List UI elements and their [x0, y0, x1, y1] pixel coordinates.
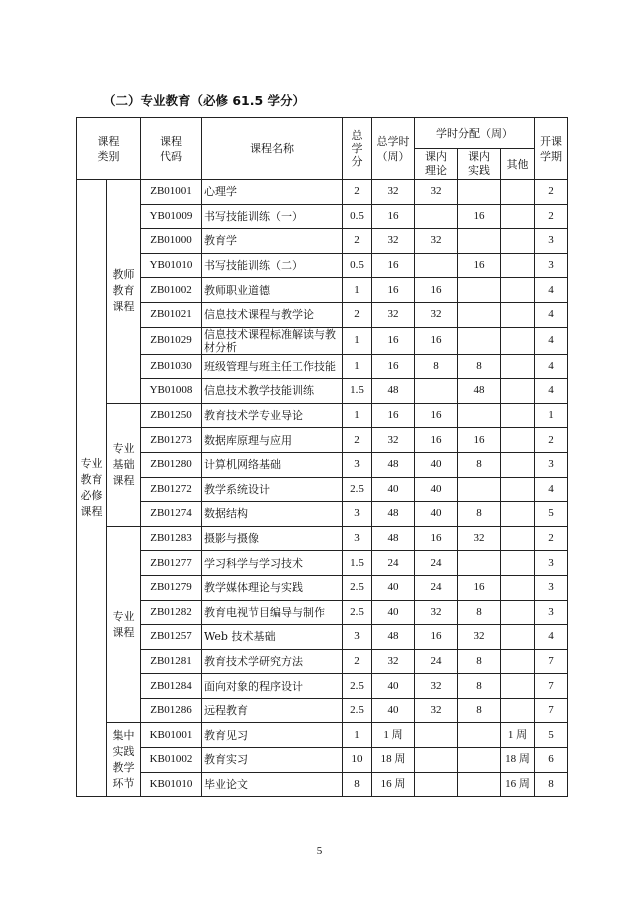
cell-practice — [458, 180, 501, 205]
cell-name: 远程教育 — [202, 698, 343, 723]
cell-credits: 2.5 — [343, 698, 372, 723]
cell-theory: 40 — [415, 452, 458, 477]
cell-hours: 16 — [372, 204, 415, 229]
cell-practice: 8 — [458, 674, 501, 699]
header-code: 课程代码 — [141, 118, 202, 180]
cell-semester: 4 — [535, 302, 568, 327]
cell-code: YB01009 — [141, 204, 202, 229]
cell-credits: 2 — [343, 180, 372, 205]
cell-semester: 7 — [535, 698, 568, 723]
cell-other — [501, 502, 535, 527]
cell-theory: 16 — [415, 526, 458, 551]
cell-practice — [458, 772, 501, 797]
cell-practice — [458, 477, 501, 502]
cell-other: 16 周 — [501, 772, 535, 797]
cell-practice: 16 — [458, 204, 501, 229]
cell-hours: 16 — [372, 253, 415, 278]
cell-code: ZB01283 — [141, 526, 202, 551]
cell-theory: 16 — [415, 403, 458, 428]
cell-credits: 1 — [343, 723, 372, 748]
cell-semester: 7 — [535, 674, 568, 699]
cell-code: KB01001 — [141, 723, 202, 748]
cell-code: ZB01250 — [141, 403, 202, 428]
cell-code: YB01008 — [141, 379, 202, 404]
cell-code: ZB01284 — [141, 674, 202, 699]
cell-practice: 8 — [458, 698, 501, 723]
cell-hours: 40 — [372, 698, 415, 723]
cell-code: ZB01021 — [141, 302, 202, 327]
cell-name: 心理学 — [202, 180, 343, 205]
cell-theory: 40 — [415, 502, 458, 527]
cell-semester: 3 — [535, 452, 568, 477]
cell-hours: 32 — [372, 649, 415, 674]
cell-name: 教育实习 — [202, 748, 343, 773]
table-row — [77, 526, 568, 551]
table-row — [77, 649, 568, 674]
cell-credits: 2.5 — [343, 477, 372, 502]
cell-other — [501, 278, 535, 303]
cell-code: ZB01001 — [141, 180, 202, 205]
cell-practice — [458, 278, 501, 303]
cell-semester: 1 — [535, 403, 568, 428]
cell-theory: 24 — [415, 649, 458, 674]
cell-name: 信息技术课程与教学论 — [202, 302, 343, 327]
cell-hours: 24 — [372, 551, 415, 576]
cell-semester: 5 — [535, 502, 568, 527]
cell-other — [501, 477, 535, 502]
cell-semester: 4 — [535, 327, 568, 354]
cell-other — [501, 327, 535, 354]
group-category-label: 专业课程 — [112, 609, 135, 639]
cell-semester: 4 — [535, 354, 568, 379]
cell-semester: 6 — [535, 748, 568, 773]
cell-credits: 3 — [343, 452, 372, 477]
cell-name: 摄影与摄像 — [202, 526, 343, 551]
cell-name: 面向对象的程序设计 — [202, 674, 343, 699]
header-alloc: 学时分配（周） — [415, 118, 535, 149]
cell-practice — [458, 551, 501, 576]
cell-hours: 48 — [372, 379, 415, 404]
cell-semester: 4 — [535, 379, 568, 404]
main-category-cell — [77, 180, 107, 797]
header-category: 课程类别 — [77, 118, 141, 180]
cell-other — [501, 649, 535, 674]
cell-code: ZB01257 — [141, 625, 202, 650]
header-other: 其他 — [501, 149, 535, 180]
cell-name: 书写技能训练（二） — [202, 253, 343, 278]
table-row — [77, 428, 568, 453]
cell-other — [501, 302, 535, 327]
header-practice: 课内实践 — [458, 149, 501, 180]
cell-code: ZB01272 — [141, 477, 202, 502]
cell-practice: 8 — [458, 502, 501, 527]
cell-hours: 16 — [372, 327, 415, 354]
cell-semester: 3 — [535, 253, 568, 278]
cell-credits: 1 — [343, 354, 372, 379]
table-row — [77, 674, 568, 699]
cell-name: 信息技术课程标准解读与教材分析 — [202, 327, 343, 354]
course-table — [76, 117, 568, 797]
cell-name: Web 技术基础 — [202, 625, 343, 650]
cell-name: 教学媒体理论与实践 — [202, 575, 343, 600]
cell-practice: 16 — [458, 575, 501, 600]
cell-practice — [458, 748, 501, 773]
cell-theory — [415, 772, 458, 797]
cell-theory: 16 — [415, 278, 458, 303]
group-category-label: 专业基础课程 — [112, 441, 135, 487]
table-row — [77, 403, 568, 428]
table-body — [77, 180, 568, 797]
cell-credits: 1.5 — [343, 551, 372, 576]
cell-hours: 40 — [372, 600, 415, 625]
table-row — [77, 748, 568, 773]
header-hours: 总学时（周） — [372, 118, 415, 180]
cell-other — [501, 428, 535, 453]
cell-theory: 24 — [415, 551, 458, 576]
group-category-cell — [107, 403, 141, 526]
table-row — [77, 698, 568, 723]
cell-other — [501, 526, 535, 551]
cell-code: KB01010 — [141, 772, 202, 797]
cell-code: ZB01030 — [141, 354, 202, 379]
cell-credits: 1 — [343, 278, 372, 303]
cell-theory — [415, 748, 458, 773]
cell-credits: 1 — [343, 327, 372, 354]
cell-semester: 7 — [535, 649, 568, 674]
main-category-label: 专业教育必修课程 — [80, 457, 103, 519]
cell-credits: 10 — [343, 748, 372, 773]
cell-other — [501, 452, 535, 477]
group-category-cell — [107, 526, 141, 723]
cell-theory: 24 — [415, 575, 458, 600]
cell-hours: 32 — [372, 180, 415, 205]
cell-practice — [458, 302, 501, 327]
cell-name: 教学系统设计 — [202, 477, 343, 502]
cell-code: ZB01280 — [141, 452, 202, 477]
cell-code: YB01010 — [141, 253, 202, 278]
group-category-label: 教师教育课程 — [112, 268, 135, 314]
cell-other: 18 周 — [501, 748, 535, 773]
cell-credits: 0.5 — [343, 253, 372, 278]
table-row — [77, 327, 568, 354]
cell-practice: 8 — [458, 452, 501, 477]
cell-other — [501, 379, 535, 404]
cell-hours: 16 — [372, 403, 415, 428]
group-category-cell — [107, 723, 141, 797]
cell-code: ZB01277 — [141, 551, 202, 576]
cell-hours: 40 — [372, 575, 415, 600]
cell-name: 信息技术教学技能训练 — [202, 379, 343, 404]
cell-code: ZB01281 — [141, 649, 202, 674]
cell-credits: 2 — [343, 229, 372, 254]
cell-other — [501, 180, 535, 205]
cell-semester: 8 — [535, 772, 568, 797]
cell-credits: 3 — [343, 625, 372, 650]
cell-semester: 2 — [535, 204, 568, 229]
table-row — [77, 502, 568, 527]
cell-name: 数据库原理与应用 — [202, 428, 343, 453]
table-row — [77, 600, 568, 625]
cell-name: 书写技能训练（一） — [202, 204, 343, 229]
cell-hours: 1 周 — [372, 723, 415, 748]
table-row — [77, 229, 568, 254]
cell-code: ZB01029 — [141, 327, 202, 354]
cell-hours: 48 — [372, 625, 415, 650]
cell-other — [501, 253, 535, 278]
cell-other — [501, 403, 535, 428]
cell-theory — [415, 379, 458, 404]
table-row — [77, 278, 568, 303]
cell-credits: 2 — [343, 649, 372, 674]
cell-credits: 2.5 — [343, 575, 372, 600]
cell-practice — [458, 723, 501, 748]
cell-hours: 16 周 — [372, 772, 415, 797]
cell-practice — [458, 229, 501, 254]
cell-semester: 2 — [535, 526, 568, 551]
cell-credits: 2 — [343, 302, 372, 327]
cell-theory: 16 — [415, 625, 458, 650]
table-row — [77, 302, 568, 327]
cell-name: 教育技术学专业导论 — [202, 403, 343, 428]
cell-name: 学习科学与学习技术 — [202, 551, 343, 576]
cell-hours: 18 周 — [372, 748, 415, 773]
table-row — [77, 575, 568, 600]
cell-practice: 32 — [458, 526, 501, 551]
cell-credits: 3 — [343, 526, 372, 551]
group-category-label: 集中实践教学环节 — [112, 728, 135, 790]
cell-theory — [415, 204, 458, 229]
cell-other — [501, 698, 535, 723]
cell-semester: 3 — [535, 575, 568, 600]
cell-theory: 32 — [415, 698, 458, 723]
section-title: （二）专业教育（必修 61.5 学分） — [103, 93, 306, 108]
cell-credits: 2.5 — [343, 600, 372, 625]
cell-code: ZB01282 — [141, 600, 202, 625]
cell-other — [501, 204, 535, 229]
cell-hours: 16 — [372, 278, 415, 303]
page-number: 5 — [316, 845, 323, 857]
cell-other — [501, 229, 535, 254]
table-row — [77, 204, 568, 229]
cell-hours: 48 — [372, 502, 415, 527]
cell-credits: 8 — [343, 772, 372, 797]
cell-name: 计算机网络基础 — [202, 452, 343, 477]
cell-other — [501, 625, 535, 650]
table-row — [77, 477, 568, 502]
cell-semester: 4 — [535, 278, 568, 303]
table-row — [77, 354, 568, 379]
cell-code: ZB01279 — [141, 575, 202, 600]
cell-theory: 40 — [415, 477, 458, 502]
cell-theory: 32 — [415, 229, 458, 254]
header-credits: 总学分 — [343, 118, 372, 180]
header-name: 课程名称 — [202, 118, 343, 180]
cell-practice: 8 — [458, 649, 501, 674]
cell-semester: 4 — [535, 477, 568, 502]
cell-credits: 0.5 — [343, 204, 372, 229]
cell-hours: 32 — [372, 229, 415, 254]
cell-other — [501, 551, 535, 576]
cell-name: 教育技术学研究方法 — [202, 649, 343, 674]
cell-theory: 32 — [415, 674, 458, 699]
cell-hours: 40 — [372, 477, 415, 502]
cell-code: ZB01000 — [141, 229, 202, 254]
cell-theory: 16 — [415, 327, 458, 354]
cell-code: KB01002 — [141, 748, 202, 773]
cell-theory — [415, 723, 458, 748]
header-theory: 课内理论 — [415, 149, 458, 180]
cell-theory: 32 — [415, 302, 458, 327]
table-row — [77, 551, 568, 576]
table-row — [77, 253, 568, 278]
cell-practice: 8 — [458, 600, 501, 625]
cell-name: 教师职业道德 — [202, 278, 343, 303]
table-row — [77, 625, 568, 650]
cell-semester: 3 — [535, 551, 568, 576]
header-semester: 开课学期 — [535, 118, 568, 180]
cell-credits: 1.5 — [343, 379, 372, 404]
cell-credits: 2.5 — [343, 674, 372, 699]
cell-practice — [458, 403, 501, 428]
cell-other — [501, 575, 535, 600]
group-category-cell — [107, 180, 141, 404]
cell-hours: 40 — [372, 674, 415, 699]
cell-hours: 48 — [372, 526, 415, 551]
cell-code: ZB01273 — [141, 428, 202, 453]
cell-practice: 16 — [458, 253, 501, 278]
cell-hours: 32 — [372, 428, 415, 453]
cell-practice — [458, 327, 501, 354]
cell-code: ZB01002 — [141, 278, 202, 303]
cell-theory: 32 — [415, 600, 458, 625]
cell-theory: 32 — [415, 180, 458, 205]
cell-name: 班级管理与班主任工作技能 — [202, 354, 343, 379]
cell-other — [501, 674, 535, 699]
cell-practice: 8 — [458, 354, 501, 379]
cell-theory: 8 — [415, 354, 458, 379]
table-row — [77, 379, 568, 404]
cell-name: 教育电视节目编导与制作 — [202, 600, 343, 625]
cell-code: ZB01286 — [141, 698, 202, 723]
table-row — [77, 772, 568, 797]
cell-other — [501, 600, 535, 625]
cell-semester: 4 — [535, 625, 568, 650]
cell-semester: 2 — [535, 180, 568, 205]
cell-hours: 48 — [372, 452, 415, 477]
cell-semester: 2 — [535, 428, 568, 453]
cell-name: 数据结构 — [202, 502, 343, 527]
cell-theory: 16 — [415, 428, 458, 453]
cell-theory — [415, 253, 458, 278]
cell-semester: 5 — [535, 723, 568, 748]
cell-practice: 16 — [458, 428, 501, 453]
cell-credits: 3 — [343, 502, 372, 527]
cell-credits: 1 — [343, 403, 372, 428]
table-row — [77, 723, 568, 748]
cell-other: 1 周 — [501, 723, 535, 748]
cell-name: 毕业论文 — [202, 772, 343, 797]
cell-credits: 2 — [343, 428, 372, 453]
cell-practice: 48 — [458, 379, 501, 404]
cell-semester: 3 — [535, 600, 568, 625]
table-row — [77, 180, 568, 205]
cell-name: 教育学 — [202, 229, 343, 254]
cell-semester: 3 — [535, 229, 568, 254]
cell-hours: 16 — [372, 354, 415, 379]
cell-other — [501, 354, 535, 379]
cell-practice: 32 — [458, 625, 501, 650]
cell-code: ZB01274 — [141, 502, 202, 527]
cell-hours: 32 — [372, 302, 415, 327]
table-row — [77, 452, 568, 477]
cell-name: 教育见习 — [202, 723, 343, 748]
